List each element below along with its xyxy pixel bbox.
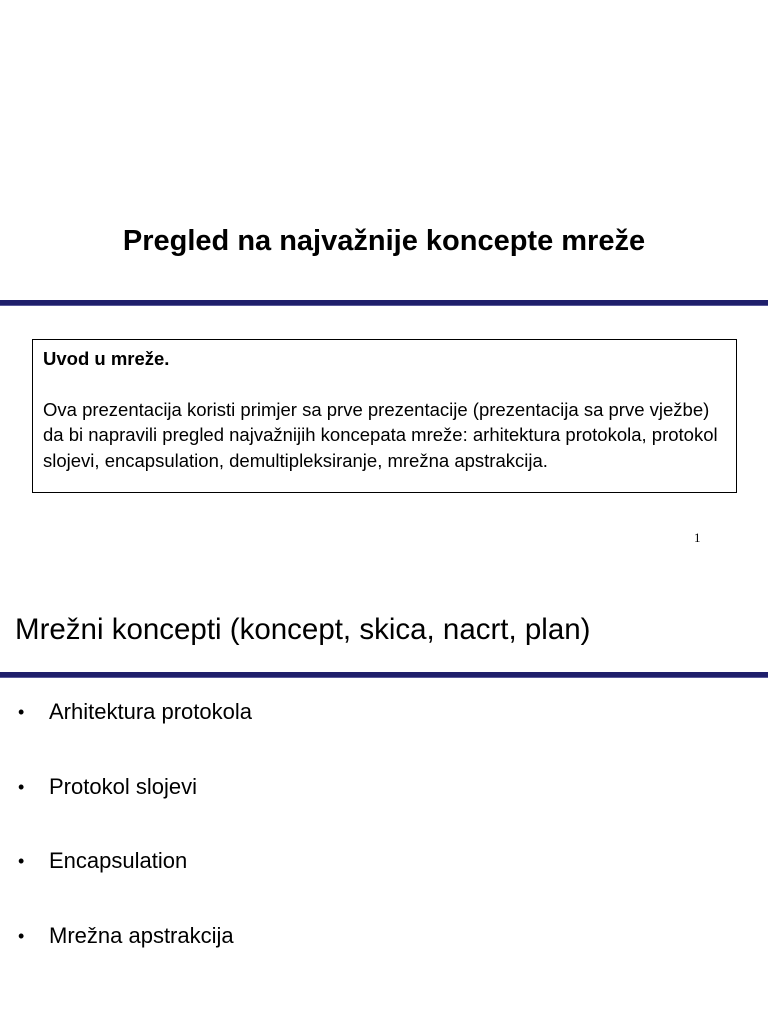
- page-number: 1: [694, 530, 701, 545]
- notes-body: Ova prezentacija koristi primjer sa prve prezentacije (prezentacija sa prve vježbe) da bi napravili pregled najvažnijih koncepata mreže: arhitektura protokola, protokol slojevi, encapsulation, demultipleksiranje, mrežna apstrakcija.: [43, 398, 718, 471]
- slide-2: [0, 560, 768, 1024]
- slide-title: Pregled na najvažnije koncepte mreže: [122, 225, 646, 257]
- bullet-icon: •: [18, 851, 25, 871]
- bullet-text: Mrežna apstrakcija: [49, 922, 234, 948]
- notes-heading: Uvod u mreže.: [43, 348, 170, 369]
- slide-title: Mrežni koncepti (koncept, skica, nacrt, plan): [15, 613, 591, 646]
- title-divider: [0, 672, 768, 678]
- title-divider: [0, 300, 768, 306]
- bullet-icon: •: [18, 702, 25, 722]
- bullet-icon: •: [18, 925, 25, 946]
- notes-spacer: [43, 372, 726, 397]
- bullet-text: Protokol slojevi: [49, 773, 197, 799]
- speaker-notes-box: [32, 339, 737, 493]
- bullet-text: Encapsulation: [49, 848, 188, 873]
- bullet-icon: •: [18, 776, 25, 797]
- bullet-text: Arhitektura protokola: [49, 699, 252, 724]
